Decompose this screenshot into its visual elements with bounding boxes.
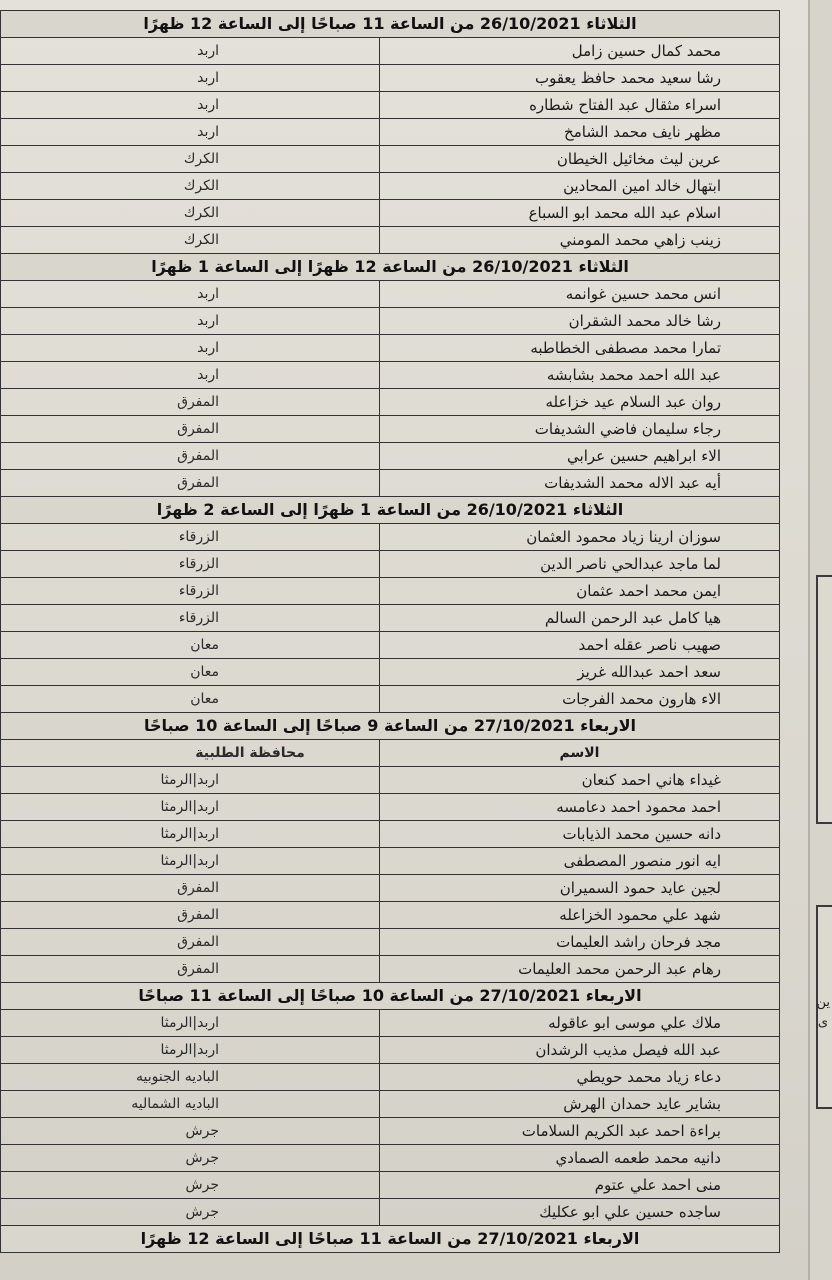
student-name: تمارا محمد مصطفى الخطاطبه <box>379 335 779 361</box>
table-row <box>0 1171 780 1198</box>
student-name: رشا خالد محمد الشقران <box>379 308 779 334</box>
governorate: الزرقاء <box>178 583 219 599</box>
governorate: الكرك <box>183 232 219 248</box>
time-slot-group <box>0 10 780 253</box>
governorate: اربد <box>197 43 219 59</box>
governorate: جرش <box>185 1177 219 1193</box>
student-name: روان عبد السلام عيد خزاعله <box>379 389 779 415</box>
table-row <box>0 1063 780 1090</box>
table-row <box>0 955 780 982</box>
column-header-row <box>0 739 780 766</box>
governorate: المفرق <box>177 907 219 923</box>
table-row <box>0 226 780 253</box>
student-name: ساجده حسين علي ابو عكليك <box>379 1199 779 1225</box>
time-slot-group <box>0 253 780 496</box>
table-row <box>0 604 780 631</box>
table-row <box>0 145 780 172</box>
student-name: براءة احمد عبد الكريم السلامات <box>379 1118 779 1144</box>
student-name: سوزان ارينا زياد محمود العثمان <box>379 524 779 550</box>
governorate: المفرق <box>177 475 219 491</box>
student-name: شهد علي محمود الخزاعله <box>379 902 779 928</box>
table-row <box>0 91 780 118</box>
student-name: رهام عبد الرحمن محمد العليمات <box>379 956 779 982</box>
governorate: اربد <box>197 313 219 329</box>
student-name: غيداء هاني احمد كنعان <box>379 767 779 793</box>
table-row <box>0 388 780 415</box>
student-name: هيا كامل عبد الرحمن السالم <box>379 605 779 631</box>
governorate: اربد <box>197 286 219 302</box>
student-name: زينب زاهي محمد المومني <box>379 227 779 253</box>
governorate: المفرق <box>177 421 219 437</box>
student-name: الاء هارون محمد الفرجات <box>379 686 779 712</box>
student-name: انس محمد حسين غوانمه <box>379 281 779 307</box>
governorate: المفرق <box>177 394 219 410</box>
student-name: دانه حسين محمد الذيابات <box>379 821 779 847</box>
governorate: معان <box>190 691 219 707</box>
student-name: احمد محمود احمد دعامسه <box>379 794 779 820</box>
student-name: منى احمد علي عتوم <box>379 1172 779 1198</box>
table-row <box>0 793 780 820</box>
table-row <box>0 469 780 496</box>
student-name: لما ماجد عبدالحي ناصر الدين <box>379 551 779 577</box>
governorate: اربد|الرمثا <box>160 772 219 788</box>
student-name: رجاء سليمان فاضي الشديفات <box>379 416 779 442</box>
column-header-governorate: محافظة الطلبية <box>195 745 305 761</box>
student-name: صهيب ناصر عقله احمد <box>379 632 779 658</box>
table-row <box>0 928 780 955</box>
governorate: جرش <box>185 1204 219 1220</box>
time-slot-header: الاربعاء 27/10/2021 من الساعة 9 صباحًا إلى الساعة 10 صباحًا <box>0 712 780 739</box>
governorate: اربد <box>197 367 219 383</box>
table-row <box>0 199 780 226</box>
governorate: الزرقاء <box>178 610 219 626</box>
student-name: رشا سعيد محمد حافظ يعقوب <box>379 65 779 91</box>
governorate: اربد <box>197 340 219 356</box>
governorate: معان <box>190 664 219 680</box>
time-slot-header: الثلاثاء 26/10/2021 من الساعة 12 ظهرًا إلى الساعة 1 ظهرًا <box>0 253 780 280</box>
side-fragment: ين <box>816 995 830 1010</box>
governorate: اربد <box>197 124 219 140</box>
student-name: عبد الله احمد محمد بشابشه <box>379 362 779 388</box>
student-name: الاء ابراهيم حسين عرابي <box>379 443 779 469</box>
governorate: اربد|الرمثا <box>160 826 219 842</box>
governorate: الكرك <box>183 178 219 194</box>
table-row <box>0 172 780 199</box>
student-name: ايمن محمد احمد عثمان <box>379 578 779 604</box>
adjacent-sheet <box>808 0 832 1280</box>
table-row <box>0 631 780 658</box>
table-row <box>0 523 780 550</box>
governorate: اربد|الرمثا <box>160 799 219 815</box>
table-row <box>0 901 780 928</box>
table-row <box>0 1198 780 1225</box>
time-slot-header: الاربعاء 27/10/2021 من الساعة 10 صباحًا إلى الساعة 11 صباحًا <box>0 982 780 1009</box>
schedule-table <box>0 10 780 1253</box>
governorate: اربد|الرمثا <box>160 1015 219 1031</box>
table-row <box>0 1090 780 1117</box>
table-row <box>0 658 780 685</box>
governorate: معان <box>190 637 219 653</box>
student-name: عبد الله فيصل مذيب الرشدان <box>379 1037 779 1063</box>
governorate: المفرق <box>177 961 219 977</box>
time-slot-group <box>0 712 780 982</box>
table-row <box>0 307 780 334</box>
table-row <box>0 118 780 145</box>
governorate: الكرك <box>183 151 219 167</box>
adjacent-box <box>816 575 832 824</box>
governorate: المفرق <box>177 448 219 464</box>
student-name: أيه عبد الاله محمد الشديفات <box>379 470 779 496</box>
table-row <box>0 820 780 847</box>
governorate: الباديه الشماليه <box>131 1096 219 1112</box>
student-name: دانيه محمد طعمه الصمادي <box>379 1145 779 1171</box>
governorate: المفرق <box>177 934 219 950</box>
side-fragment: ى <box>817 1015 828 1030</box>
student-name: لجين عايد حمود السميران <box>379 875 779 901</box>
governorate: جرش <box>185 1123 219 1139</box>
governorate: اربد <box>197 97 219 113</box>
table-row <box>0 334 780 361</box>
table-row <box>0 442 780 469</box>
table-row <box>0 1117 780 1144</box>
table-row <box>0 577 780 604</box>
governorate: الزرقاء <box>178 529 219 545</box>
student-name: ملاك علي موسى ابو عاقوله <box>379 1010 779 1036</box>
time-slot-header: الاربعاء 27/10/2021 من الساعة 11 صباحًا إلى الساعة 12 ظهرًا <box>0 1225 780 1253</box>
time-slot-group <box>0 982 780 1225</box>
time-slot-header: الثلاثاء 26/10/2021 من الساعة 1 ظهرًا إلى الساعة 2 ظهرًا <box>0 496 780 523</box>
table-row <box>0 1144 780 1171</box>
student-name: بشاير عايد حمدان الهرش <box>379 1091 779 1117</box>
student-name: دعاء زياد محمد حويطي <box>379 1064 779 1090</box>
table-row <box>0 280 780 307</box>
table-row <box>0 1009 780 1036</box>
student-name: سعد احمد عبدالله غريز <box>379 659 779 685</box>
student-name: مظهر نايف محمد الشامخ <box>379 119 779 145</box>
governorate: اربد|الرمثا <box>160 853 219 869</box>
table-row <box>0 415 780 442</box>
column-header-name: الاسم <box>379 740 779 766</box>
table-row <box>0 874 780 901</box>
student-name: ابتهال خالد امين المحادين <box>379 173 779 199</box>
table-row <box>0 1036 780 1063</box>
governorate: الزرقاء <box>178 556 219 572</box>
governorate: اربد|الرمثا <box>160 1042 219 1058</box>
student-name: اسلام عبد الله محمد ابو السباع <box>379 200 779 226</box>
table-row <box>0 361 780 388</box>
student-name: اسراء مثقال عبد الفتاح شطاره <box>379 92 779 118</box>
governorate: الباديه الجنوبيه <box>135 1069 219 1085</box>
time-slot-group <box>0 1225 780 1253</box>
governorate: جرش <box>185 1150 219 1166</box>
student-name: محمد كمال حسين زامل <box>379 38 779 64</box>
student-name: مجد فرحان راشد العليمات <box>379 929 779 955</box>
table-row <box>0 766 780 793</box>
student-name: ايه انور منصور المصطفى <box>379 848 779 874</box>
time-slot-group <box>0 496 780 712</box>
table-row <box>0 64 780 91</box>
time-slot-header: الثلاثاء 26/10/2021 من الساعة 11 صباحًا إلى الساعة 12 ظهرًا <box>0 10 780 37</box>
table-row <box>0 550 780 577</box>
table-row <box>0 37 780 64</box>
student-name: عرين ليث مخائيل الخيطان <box>379 146 779 172</box>
governorate: اربد <box>197 70 219 86</box>
table-row <box>0 685 780 712</box>
governorate: الكرك <box>183 205 219 221</box>
table-row <box>0 847 780 874</box>
governorate: المفرق <box>177 880 219 896</box>
